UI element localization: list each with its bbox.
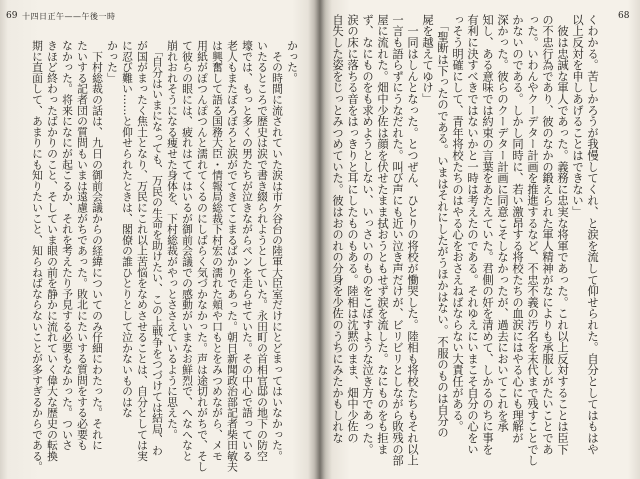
text-line: 期に直面して、あまりにも知りたいこと、知らねばならないことが多すぎるからである。 bbox=[31, 40, 44, 472]
text-line: 壕では、もっと多くの男たちが泣きながらペンを走らせていた。その中心で語っている bbox=[241, 40, 254, 462]
right-page-text-block bbox=[330, 14, 600, 472]
text-line: その時間に流されていた涙は市ケ谷台の陸軍大臣室だけにとどまってはいなかった。 bbox=[271, 40, 284, 462]
text-line: 涙の床に落ちる音をはっきりと耳にしたものもある。陸相は沈黙のまま、畑中少佐の bbox=[346, 14, 359, 444]
text-line: っそう明確にして、青年将校たちのはやる心をおさえねばならない大責任がある。 bbox=[451, 14, 464, 433]
text-line: かった。 bbox=[286, 40, 299, 84]
text-line: いたるところで歴史は涙で書き綴られようとしていた。永田町の首相官邸の地下の防空 bbox=[256, 40, 269, 462]
text-line: 崩れおれそうになる痩せた身体を、下村総裁がやっとささえているように思えた。 bbox=[166, 40, 179, 440]
text-line: 老人もまたぼろぼろと涙がでてきてこまるばかりであった。朝日新聞政治部記者柴田敏夫 bbox=[226, 40, 239, 472]
text-line: 屍を越えてゆけ」 bbox=[421, 14, 434, 105]
text-line: て彼らの眼には、疲れはててはいるが御前会議での感動がいまなお鮮烈で、へなへなと bbox=[181, 40, 194, 462]
text-line: 知し、ある意味では約束の言葉をあたえていた。君側の奸を清めて、しかるのちに事を bbox=[481, 14, 494, 455]
text-line: かった」 bbox=[106, 40, 119, 84]
text-line: きほど終わったばかりのこと、そしていま眼の前を静かに流れていく偉大な歴史の転換 bbox=[46, 40, 59, 462]
text-line: 下村総裁の話は、九日の御前会議からの経緯についてのみ仔細にわたった。それに bbox=[91, 40, 104, 451]
running-head: 十四日正午——午後一時 bbox=[22, 12, 116, 21]
text-line: 彼は忠誠な軍人であった。義務に忠実な将軍であった。これ以上反対することは臣下 bbox=[556, 14, 569, 455]
right-page bbox=[324, 0, 640, 479]
text-line: ず、なにものをも求めようとしない、いっさいのものをこぼすような泣き方であった。 bbox=[361, 14, 374, 455]
text-line: 屋に流れた。畑中少佐は顔を伏せたまま拭おうともせず涙を流した。なにものをも拒ま bbox=[376, 14, 389, 455]
text-line: なかった。将来になにが起こるか、それを考えたり予見する必要もなかった。ついさ bbox=[61, 40, 74, 451]
page-number: 69 bbox=[6, 11, 18, 21]
text-line: は興奮して語る国務大臣・情報局総裁下村宏の濡れた頬や口もとをみつめながら、メモ bbox=[211, 40, 224, 462]
text-line: 「聖断は下ったのである。いまはそれにしたがうほかはない。不服のものは自分の bbox=[436, 14, 449, 438]
page-number: 68 bbox=[618, 11, 630, 21]
left-page bbox=[0, 0, 318, 479]
text-line: 自失した姿をじっとみつめていた。彼はおのれの分身を少佐のうちにみたかもしれな bbox=[331, 14, 344, 444]
text-line: 有利に決すべきではないかと一時は考えたのである。それゆえにいまこそ自分の心をい bbox=[466, 14, 479, 455]
text-line: 深かった。彼らのクーデター計画に同意こそしなかったが、過去においてこれを承 bbox=[496, 14, 509, 433]
text-line: 「自分はいまになっても、万民の生命を助けたい、この上戦争をつづけては結局、わ bbox=[151, 40, 164, 456]
text-line: 用紙がぽつんぽつんと濡れてくるのにしばらく気づかなかった。声は途切れがちで、そし bbox=[196, 40, 209, 472]
text-line: に忍び難い……と仰せられたときは、閣僚の誰ひとりとして泣かないものはな bbox=[121, 40, 134, 418]
text-line: った。いわんやクーデター計画を推進するなど、不忠不義の汚名を末代まで残すことでし bbox=[526, 14, 539, 466]
left-page-text-block bbox=[30, 40, 300, 474]
text-line: 以上反対を申しあげることはできない」 bbox=[571, 14, 584, 218]
text-line: くわかる。苦しかろうが我慢してくれ、と涙を流して仰せられた。自分としてはもはや bbox=[586, 14, 599, 455]
text-line: が国がまったく焦土となり、万民にこれ以上苦悩をなめさせることは、自分としては実 bbox=[136, 40, 149, 462]
text-line: 一同はしんとなった。とつぜん、ひとりの将校が慟哭した。陸相も将校たちもそれ以上 bbox=[406, 14, 419, 466]
text-line: たいする記者団の質問もいまは遠慮がちであった。敗北にたいする質問をする必要も bbox=[76, 40, 89, 451]
text-line: 一言も語らずにうなだれた。叫び声にも近い泣き声だけが、ビリビリとしながら敗残の部 bbox=[391, 14, 404, 466]
text-line: かないのである。しかし同時に、若い激昂する将校たちの血涙にはやる心にも理解が bbox=[511, 14, 524, 444]
text-line: の不忠行為であり、彼のなかの鍛えられた軍人精神がなによりも承服しがたいことであ bbox=[541, 14, 554, 455]
